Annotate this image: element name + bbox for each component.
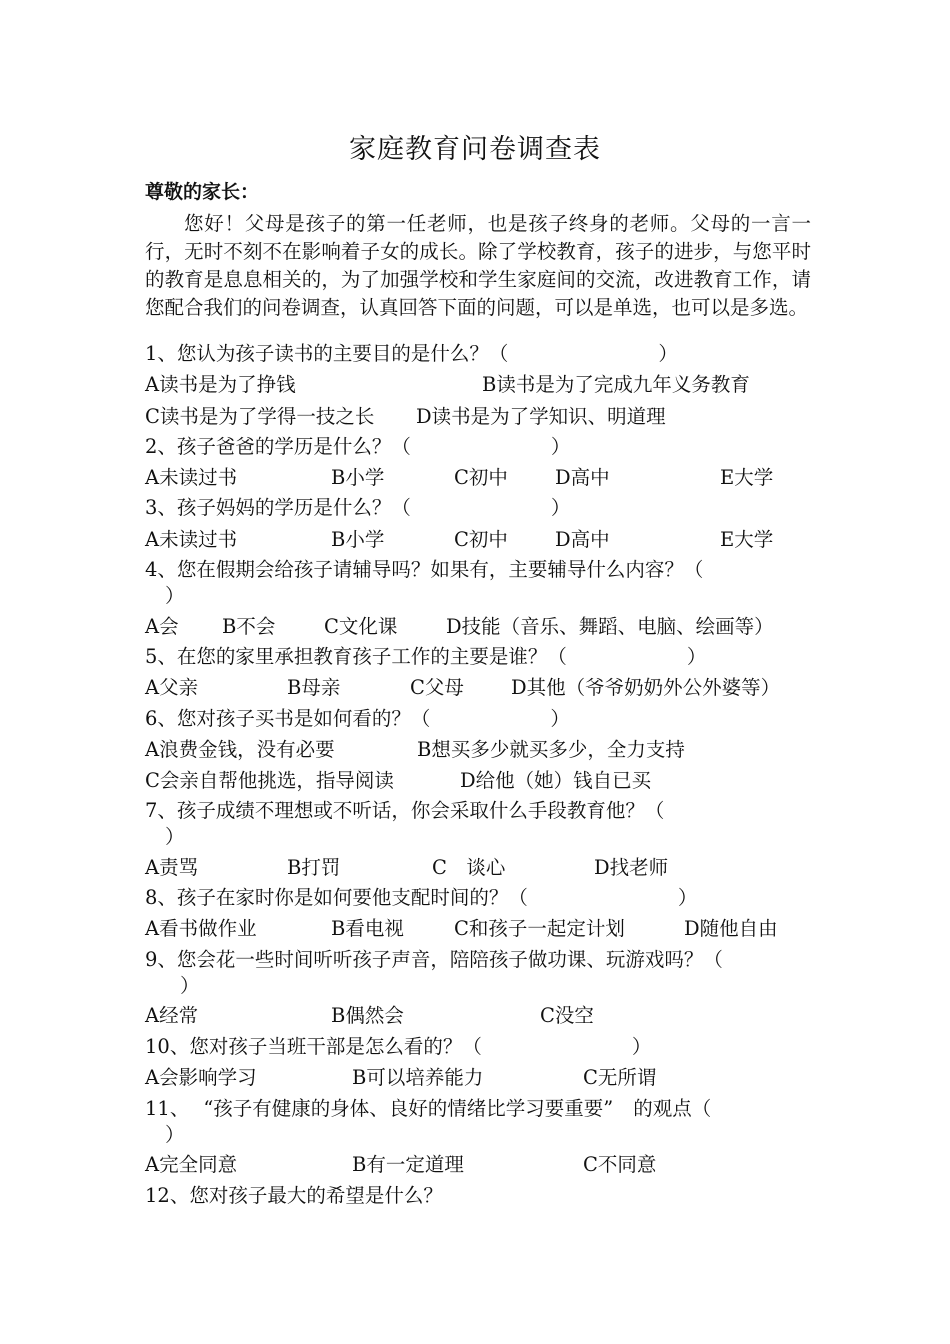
question-11-close: ）	[165, 1123, 185, 1146]
paren-close: ）	[631, 1035, 652, 1058]
q9-option-b: B偶然会	[331, 1004, 404, 1027]
q10-option-c: C无所谓	[583, 1066, 657, 1089]
q8-option-a: A看书做作业	[145, 917, 257, 940]
q6-option-d: D给他（她）钱自已买	[460, 769, 652, 792]
q3-option-a: A未读过书	[145, 528, 238, 551]
paren-close: ）	[658, 342, 678, 365]
question-2	[145, 433, 570, 461]
question-10	[145, 1033, 651, 1061]
question-8	[145, 884, 697, 912]
paren-close: ）	[550, 435, 571, 458]
question-1	[145, 340, 678, 368]
paren-close: ）	[550, 496, 571, 519]
question-11-quote: “孩子有健康的身体、良好的情绪比学习要重要”	[203, 1097, 614, 1120]
q2-option-d: D高中	[555, 466, 610, 489]
q10-option-a: A会影响学习	[145, 1066, 257, 1089]
intro-paragraph: 您好！父母是孩子的第一任老师，也是孩子终身的老师。父母的一言一行，无时不刻不在影响着子女的成长。除了学校教育，孩子的进步，与您平时的教育是息息相关的，为了加强学校和学生家庭间的交流，改进教育工作，请您配合我们的问卷调查，认真回答下面的问题，可以是单选，也可以是多选。	[145, 212, 811, 319]
q3-option-b: B小学	[331, 528, 385, 551]
question-9	[145, 946, 723, 974]
q5-option-d: D其他（爷爷奶奶外公外婆等）	[511, 676, 781, 699]
q8-option-c: C和孩子一起定计划	[454, 917, 625, 940]
question-6	[145, 705, 570, 733]
q1-option-c: C读书是为了学得一技之长	[145, 405, 375, 428]
paren-close: ）	[550, 707, 570, 730]
q2-option-a: A未读过书	[145, 466, 238, 489]
q1-option-d: D读书是为了学知识、明道理	[416, 405, 666, 428]
question-1-text: 1、您认为孩子读书的主要目的是什么？（	[145, 342, 509, 365]
question-6-text: 6、您对孩子买书是如何看的？（	[145, 707, 431, 730]
question-9-close: ）	[180, 974, 200, 997]
q3-option-c: C初中	[454, 528, 508, 551]
question-2-text: 2、孩子爸爸的学历是什么？（	[145, 435, 411, 458]
question-4-close: ）	[165, 584, 185, 607]
page-title: 家庭教育问卷调查表	[349, 134, 601, 165]
q5-option-b: B母亲	[287, 676, 341, 699]
q4-option-c: C文化课	[324, 615, 398, 638]
q3-option-e: E大学	[720, 528, 774, 551]
q2-option-e: E大学	[720, 466, 774, 489]
question-12: 12、您对孩子最大的希望是什么？	[145, 1184, 443, 1207]
question-8-text: 8、孩子在家时你是如何要他支配时间的？（	[145, 886, 528, 909]
paren-close: ）	[677, 886, 698, 909]
q9-option-c: C没空	[540, 1004, 594, 1027]
question-10-text: 10、您对孩子当班干部是怎么看的？（	[145, 1035, 482, 1058]
question-4	[145, 556, 703, 584]
q6-option-b: B想买多少就买多少，全力支持	[417, 738, 685, 761]
q4-option-d: D技能（音乐、舞蹈、电脑、绘画等）	[446, 615, 774, 638]
question-11	[145, 1095, 711, 1123]
q4-option-a: A会	[145, 615, 179, 638]
q6-option-a: A浪费金钱，没有必要	[145, 738, 335, 761]
question-7-close: ）	[165, 825, 185, 848]
q1-option-a: A读书是为了挣钱	[145, 373, 296, 396]
q7-option-d: D找老师	[594, 856, 669, 879]
q10-option-b: B可以培养能力	[352, 1066, 484, 1089]
q8-option-d: D随他自由	[684, 917, 778, 940]
q7-option-a: A责骂	[145, 856, 199, 879]
q11-option-c: C不同意	[583, 1153, 657, 1176]
question-11-tail: 的观点（	[633, 1097, 712, 1120]
question-7	[145, 797, 664, 825]
q7-option-b: B打罚	[287, 856, 341, 879]
q2-option-c: C初中	[454, 466, 508, 489]
question-3-text: 3、孩子妈妈的学历是什么？（	[145, 496, 411, 519]
question-4-text: 4、您在假期会给孩子请辅导吗？如果有，主要辅导什么内容？（	[145, 558, 704, 581]
paren-close: ）	[686, 645, 707, 668]
question-3	[145, 494, 570, 522]
q7-option-c: C 谈心	[432, 856, 506, 879]
question-5-text: 5、在您的家里承担教育孩子工作的主要是谁？（	[145, 645, 567, 668]
q11-option-a: A完全同意	[145, 1153, 238, 1176]
question-11-number: 11、	[145, 1097, 190, 1120]
q3-option-d: D高中	[555, 528, 610, 551]
q2-option-b: B小学	[331, 466, 385, 489]
q1-option-b: B读书是为了完成九年义务教育	[482, 373, 750, 396]
q4-option-b: B不会	[222, 615, 276, 638]
question-5	[145, 643, 706, 671]
q6-option-c: C会亲自帮他挑选，指导阅读	[145, 769, 394, 792]
q9-option-a: A经常	[145, 1004, 199, 1027]
question-9-text: 9、您会花一些时间听听孩子声音，陪陪孩子做功课、玩游戏吗？（	[145, 948, 723, 971]
q5-option-a: A父亲	[145, 676, 199, 699]
q8-option-b: B看电视	[331, 917, 404, 940]
question-7-text: 7、孩子成绩不理想或不听话，你会采取什么手段教育他？（	[145, 799, 665, 822]
greeting: 尊敬的家长：	[145, 181, 260, 203]
q11-option-b: B有一定道理	[352, 1153, 464, 1176]
q5-option-c: C父母	[410, 676, 464, 699]
